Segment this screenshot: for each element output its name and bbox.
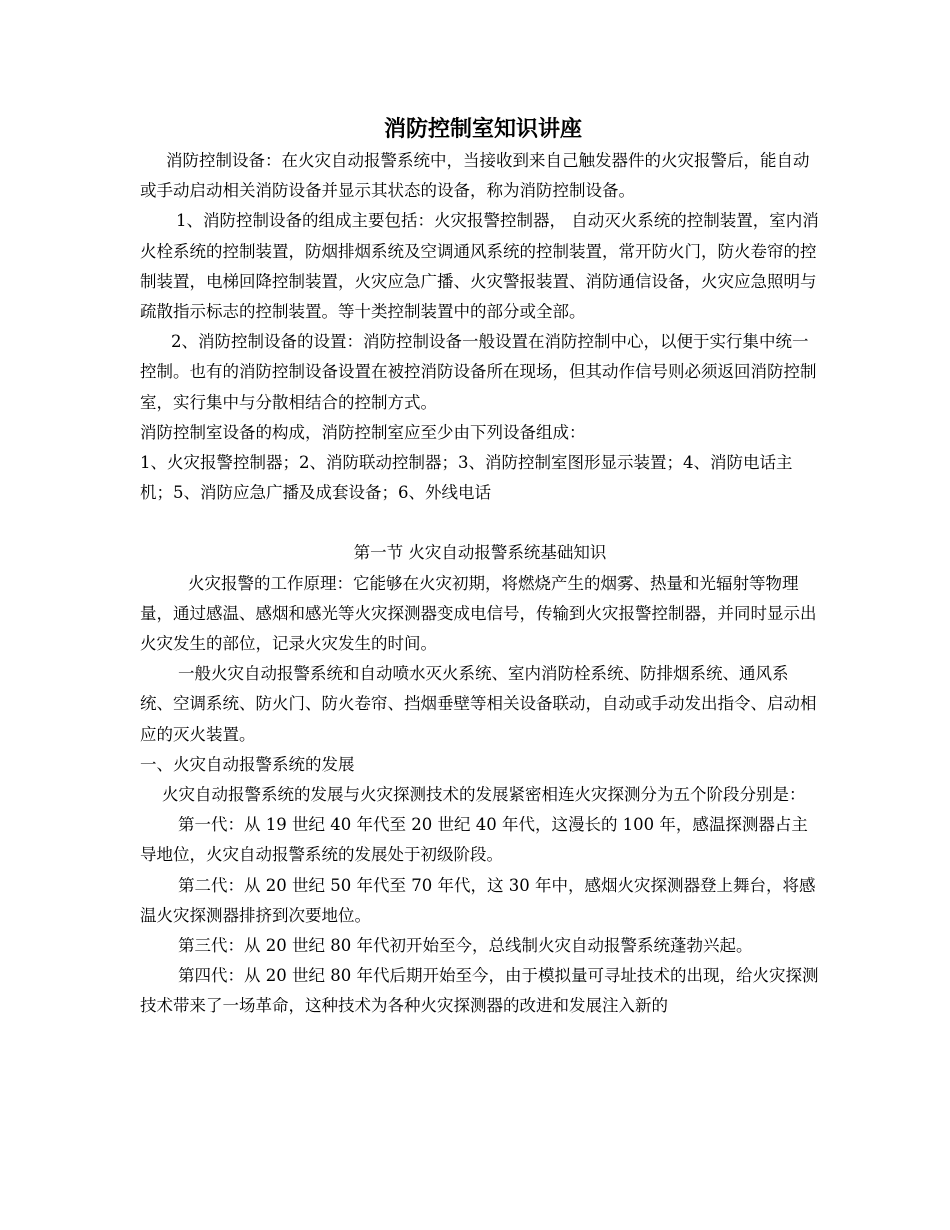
paragraph-equipment-intro: 消防控制室设备的构成，消防控制室应至少由下列设备组成： (140, 422, 586, 442)
document-title: 消防控制室知识讲座 (383, 116, 582, 142)
paragraph-generation-4: 第四代：从 20 世纪 80 年代后期开始至今，由于模拟量可寻址技术的出现，给火灾探测技术带来了一场革命，这种技术为各种火灾探测器的改进和发展注入新的 (140, 966, 819, 1016)
blank-line (140, 508, 820, 538)
paragraph-equipment-list: 1、火灾报警控制器；2、消防联动控制器；3、消防控制室图形显示装置；4、消防电话主机；5、消防应急广播及成套设备；6、外线电话 (140, 453, 793, 503)
subheading-development: 一、火灾自动报警系统的发展 (140, 754, 355, 774)
paragraph-generation-2: 第二代：从 20 世纪 50 年代至 70 年代，这 30 年中，感烟火灾探测器登上舞台，将感温火灾探测器排挤到次要地位。 (140, 875, 816, 925)
paragraph-principle: 火灾报警的工作原理：它能够在火灾初期，将燃烧产生的烟雾、热量和光辐射等物理量，通过感温、感烟和感光等火灾探测器变成电信号，传输到火灾报警控制器，并同时显示出火灾发生的部位，记录火灾发生的时间。 (140, 573, 817, 654)
paragraph-generation-3: 第三代：从 20 世纪 80 年代初开始至今，总线制火灾自动报警系统蓬勃兴起。 (178, 936, 753, 956)
paragraph-linkage: 一般火灾自动报警系统和自动喷水灭火系统、室内消防栓系统、防排烟系统、通风系统、空调系统、防火门、防火卷帘、挡烟垂壁等相关设备联动，自动或手动发出指令、启动相应的灭火装置。 (140, 664, 817, 744)
paragraph-setup: 2、消防控制设备的设置：消防控制设备一般设置在消防控制中心，以便于实行集中统一控制。也有的消防控制设备设置在被控消防设备所在现场，但其动作信号则必须返回消防控制室，实行集中与分散相结合的控制方式。 (140, 332, 817, 412)
paragraph-composition: 1、消防控制设备的组成主要包括：火灾报警控制器， 自动灭火系统的控制装置，室内消火栓系统的控制装置，防烟排烟系统及空调通风系统的控制装置，常开防火门，防火卷帘的控制装置，电梯回降控制装置，火灾应急广播、火灾警报装置、消防通信设备，火灾应急照明与疏散指示标志的控制装置。等十类控制装置中的部分或全部。 (140, 211, 819, 322)
paragraph-development-intro: 火灾自动报警系统的发展与火灾探测技术的发展紧密相连火灾探测分为五个阶段分别是： (162, 785, 806, 805)
paragraph-definition: 消防控制设备：在火灾自动报警系统中，当接收到来自己触发器件的火灾报警后，能自动或手动启动相关消防设备并显示其状态的设备，称为消防控制设备。 (140, 151, 810, 201)
document-page (140, 112, 820, 1022)
section-title: 第一节 火灾自动报警系统基础知识 (353, 543, 607, 563)
paragraph-generation-1: 第一代：从 19 世纪 40 年代至 20 世纪 40 年代，这漫长的 100 年，感温探测器占主导地位，火灾自动报警系统的发展处于初级阶段。 (140, 815, 808, 865)
